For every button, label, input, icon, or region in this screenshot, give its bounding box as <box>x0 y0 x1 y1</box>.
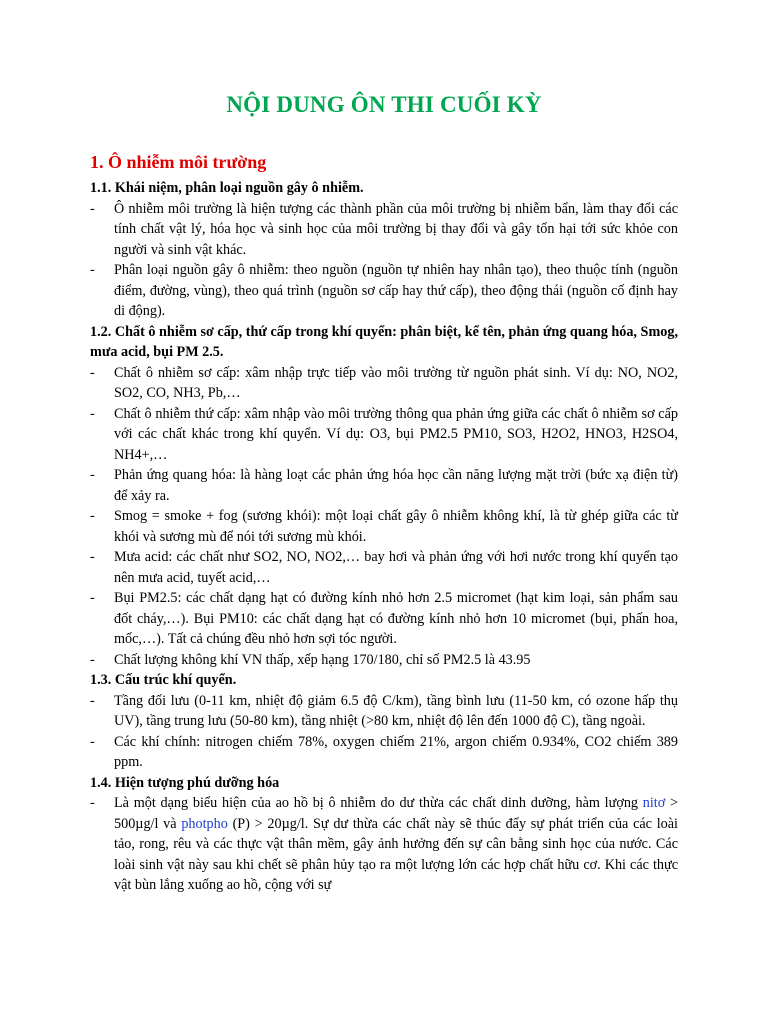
list-1-3 <box>90 691 678 773</box>
subsection-heading-1-1: 1.1. Khái niệm, phân loại nguồn gây ô nhiễm. <box>90 180 364 196</box>
bullet-dash: - <box>90 364 95 381</box>
bullet-dash: - <box>90 405 95 422</box>
section-heading-1: 1. Ô nhiễm môi trường <box>90 152 267 172</box>
subsection-heading-1-2: 1.2. Chất ô nhiễm sơ cấp, thứ cấp trong khí quyển: phân biệt, kể tên, phản ứng quang hóa, Smog, mưa acid, bụi PM 2.5. <box>90 323 678 360</box>
bullet-dash: - <box>90 549 95 565</box>
list-item: - Phản ứng quang hóa: là hàng loạt các phản ứng hóa học cần năng lượng mặt trời (bức xạ điện từ) để xảy ra. <box>90 467 678 504</box>
page-title: NỘI DUNG ÔN THI CUỐI KỲ <box>226 92 542 117</box>
bullet-dash: - <box>90 590 95 606</box>
list-item: - Bụi PM2.5: các chất dạng hạt có đường kính nhỏ hơn 2.5 micromet (hạt kim loại, sản phẩm sau đốt cháy,…). Bụi PM10: các chất dạng hạt có đường kính nhỏ hơn 10 micromet (bụi, phấn hoa, mốc,…). Tất cả chúng đều nhỏ hơn sợi tóc người. <box>90 590 678 647</box>
bullet-dash: - <box>90 692 95 709</box>
list-item: - Ô nhiễm môi trường là hiện tượng các thành phần của môi trường bị nhiễm bẩn, làm thay đổi các tính chất vật lý, hóa học và sinh học của môi trường bị thay đổi và gây tổn hại tới sức khỏe con người và sinh vật khác. <box>90 200 678 258</box>
list-item: - Phân loại nguồn gây ô nhiễm: theo nguồn (nguồn tự nhiên hay nhân tạo), theo thuộc tính (nguồn điểm, đường, vùng), theo quá trình (nguồn sơ cấp hay thứ cấp), theo động thái (nguồn cố định hay di động). <box>90 262 678 319</box>
bullet-dash: - <box>90 651 95 668</box>
list-1-2 <box>90 363 678 671</box>
subsection-heading-1-3: 1.3. Cấu trúc khí quyển. <box>90 672 237 688</box>
bullet-dash: - <box>90 795 95 811</box>
list-item: - Các khí chính: nitrogen chiếm 78%, oxygen chiếm 21%, argon chiếm 0.934%, CO2 chiếm 389 ppm. <box>90 733 678 770</box>
list-item: - Tầng đối lưu (0-11 km, nhiệt độ giảm 6.5 độ C/km), tầng bình lưu (11-50 km, có ozone hấp thụ UV), tầng trung lưu (50-80 km), tầng nhiệt (>80 km, nhiệt độ lên đến 1000 độ C), tầng ngoài. <box>90 692 678 729</box>
bullet-dash: - <box>90 467 95 483</box>
document-body <box>90 150 678 896</box>
list-item: - Mưa acid: các chất như SO2, NO, NO2,… bay hơi và phản ứng với hơi nước trong khí quyển tạo nên mưa acid, tuyết acid,… <box>90 549 678 586</box>
list-item: - Chất ô nhiễm sơ cấp: xâm nhập trực tiếp vào môi trường từ nguồn phát sinh. Ví dụ: NO, NO2, SO2, CO, NH3, Pb,… <box>90 364 678 401</box>
link-photpho[interactable]: photpho <box>181 815 228 832</box>
list-item: - Smog = smoke + fog (sương khói): một loại chất gây ô nhiễm không khí, là từ ghép giữa các từ khói và sương mù để nói tới sương mù khói. <box>90 508 678 545</box>
list-item: - Chất ô nhiễm thứ cấp: xâm nhập vào môi trường thông qua phản ứng giữa các chất ô nhiễm sơ cấp với các chất khác trong khí quyển. Ví dụ: O3, bụi PM2.5 PM10, SO3, H2O2, HNO3, H2SO4, NH4+,… <box>90 405 678 463</box>
list-1-4 <box>90 793 678 896</box>
link-nito[interactable]: nitơ <box>642 795 666 811</box>
list-1-1 <box>90 199 678 322</box>
bullet-dash: - <box>90 262 95 278</box>
list-item: - Là một dạng biểu hiện của ao hồ bị ô nhiễm do dư thừa các chất dinh dưỡng, hàm lượng nitơ > 500µg/l và photpho (P) > 20µg/l. Sự dư thừa các chất này sẽ thúc đẩy sự phát triển của các loài tảo, rong, rêu và các thực vật thân mềm, gây ảnh hưởng đến sự cân bằng sinh học của nước. Các loài sinh vật này sau khi chết sẽ phân hủy tạo ra một lượng lớn các hợp chất hữu cơ. Khi các thực vật bùn lắng xuống ao hồ, cộng với sự <box>90 795 678 893</box>
bullet-dash: - <box>90 733 95 750</box>
bullet-dash: - <box>90 508 95 524</box>
list-item: - Chất lượng không khí VN thấp, xếp hạng 170/180, chỉ số PM2.5 là 43.95 <box>90 650 678 671</box>
subsection-heading-1-4: 1.4. Hiện tượng phú dưỡng hóa <box>90 774 280 791</box>
bullet-dash: - <box>90 200 95 217</box>
